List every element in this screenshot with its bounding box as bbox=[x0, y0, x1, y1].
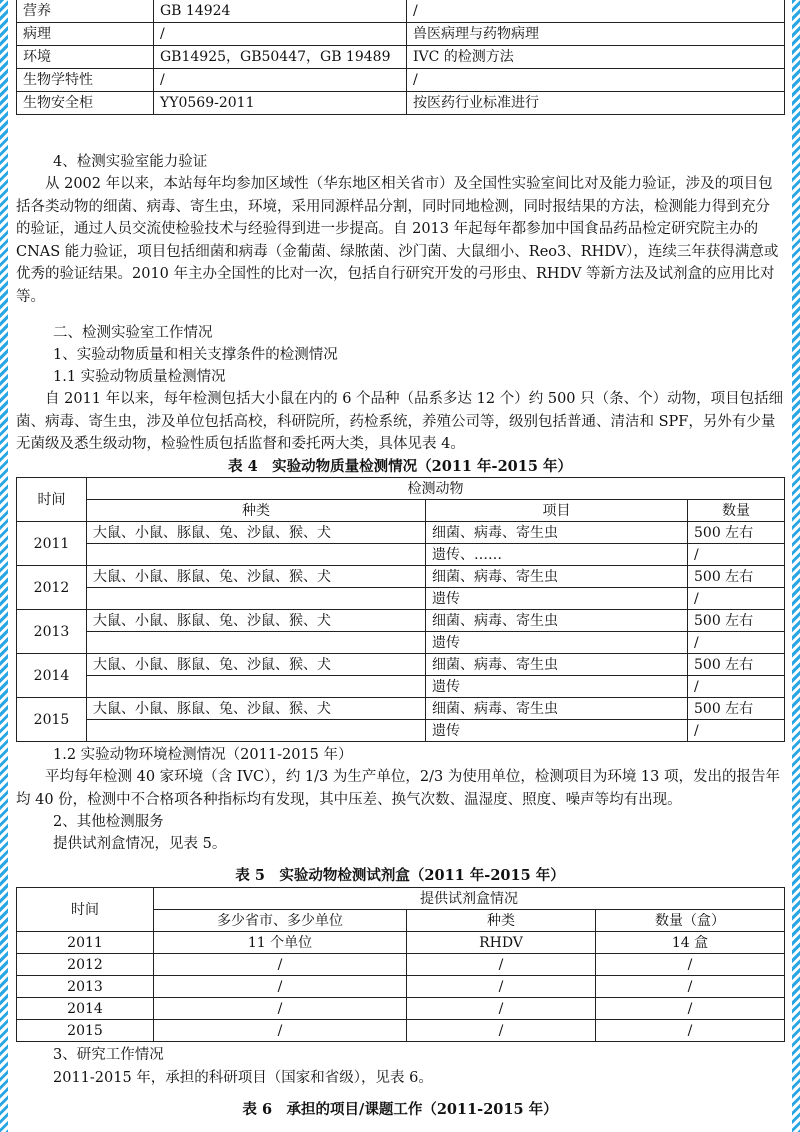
table-cell: YY0569-2011 bbox=[154, 92, 407, 115]
table-header-row bbox=[17, 500, 785, 522]
table-cell: 14 盒 bbox=[596, 932, 785, 954]
body-paragraph: 2011-2015 年，承担的科研项目（国家和省级），见表 6。 bbox=[53, 1070, 433, 1086]
table-cell: 遗传、…… bbox=[426, 544, 688, 566]
section-heading: 2、其他检测服务 bbox=[53, 814, 164, 830]
table-row bbox=[17, 954, 785, 976]
table-row bbox=[17, 932, 785, 954]
table-cell: / bbox=[154, 23, 407, 46]
header-cell: 项目 bbox=[426, 500, 688, 522]
table-row bbox=[17, 976, 785, 998]
table-cell: 2012 bbox=[17, 954, 154, 976]
table-row bbox=[17, 522, 785, 544]
table-row bbox=[17, 23, 785, 46]
header-cell: 数量（盒） bbox=[596, 910, 785, 932]
table-cell: RHDV bbox=[407, 932, 596, 954]
table-row bbox=[17, 720, 785, 742]
table-cell: 2015 bbox=[17, 1020, 154, 1042]
table-cell: / bbox=[407, 69, 785, 92]
decorative-border-left bbox=[0, 0, 8, 1132]
table-cell: 2011 bbox=[17, 932, 154, 954]
table-cell: 遗传 bbox=[426, 676, 688, 698]
year-cell: 2015 bbox=[17, 698, 87, 742]
table-row bbox=[17, 46, 785, 69]
table-row bbox=[17, 588, 785, 610]
year-cell: 2012 bbox=[17, 566, 87, 610]
table-row bbox=[17, 676, 785, 698]
table-caption: 表 6 承担的项目/课题工作（2011-2015 年） bbox=[242, 1101, 558, 1118]
table-cell: / bbox=[688, 588, 785, 610]
table-row bbox=[17, 0, 785, 23]
table-cell: 遗传 bbox=[426, 588, 688, 610]
year-cell: 2011 bbox=[17, 522, 87, 566]
table-cell: 环境 bbox=[17, 46, 154, 69]
table-cell: / bbox=[688, 720, 785, 742]
table-cell: / bbox=[407, 954, 596, 976]
table-cell: 2014 bbox=[17, 998, 154, 1020]
table-row bbox=[17, 69, 785, 92]
header-cell: 提供试剂盒情况 bbox=[154, 888, 785, 910]
table-cell: 按医药行业标准进行 bbox=[407, 92, 785, 115]
table-cell: 500 左右 bbox=[688, 654, 785, 676]
table-row bbox=[17, 566, 785, 588]
table-caption: 表 4 实验动物质量检测情况（2011 年-2015 年） bbox=[228, 458, 572, 475]
table-cell: / bbox=[154, 69, 407, 92]
table-cell: 细菌、病毒、寄生虫 bbox=[426, 654, 688, 676]
table-cell: 生物学特性 bbox=[17, 69, 154, 92]
table-row bbox=[17, 610, 785, 632]
table-cell: 遗传 bbox=[426, 720, 688, 742]
table-cell: 500 左右 bbox=[688, 610, 785, 632]
table-row bbox=[17, 632, 785, 654]
table-row bbox=[17, 654, 785, 676]
header-cell: 检测动物 bbox=[87, 478, 785, 500]
table-cell: 细菌、病毒、寄生虫 bbox=[426, 698, 688, 720]
table-cell: 大鼠、小鼠、豚鼠、兔、沙鼠、猴、犬 bbox=[87, 566, 426, 588]
table-cell: / bbox=[596, 976, 785, 998]
table-cell: / bbox=[688, 632, 785, 654]
table-cell: / bbox=[407, 1020, 596, 1042]
body-paragraph: 平均每年检测 40 家环境（含 IVC），约 1/3 为生产单位，2/3 为使用单位，检测项目为环境 13 项，发出的报告年均 40 份，检测中不合格项各种指标均有发现，其中压差、换气次数、温湿度、照度、噪声等均有出现。 bbox=[16, 769, 780, 808]
section-heading: 3、研究工作情况 bbox=[53, 1047, 164, 1063]
table-cell: 兽医病理与药物病理 bbox=[407, 23, 785, 46]
table-cell: 细菌、病毒、寄生虫 bbox=[426, 610, 688, 632]
table-cell: / bbox=[407, 998, 596, 1020]
decorative-border-right bbox=[792, 0, 800, 1132]
table-cell: 大鼠、小鼠、豚鼠、兔、沙鼠、猴、犬 bbox=[87, 610, 426, 632]
table-cell: 病理 bbox=[17, 23, 154, 46]
body-paragraph: 自 2011 年以来，每年检测包括大小鼠在内的 6 个品种（品系多达 12 个）约 500 只（条、个）动物，项目包括细菌、病毒、寄生虫，涉及单位包括高校，科研院所，药检系统，养殖公司等，级别包括普通、清洁和 SPF，另外有少量无菌级及悉生级动物，检验性质包括监督和委托两大类，具体见表 4。 bbox=[16, 391, 784, 452]
table-row bbox=[17, 544, 785, 566]
table-row bbox=[17, 998, 785, 1020]
table-cell bbox=[87, 632, 426, 654]
table-cell: 细菌、病毒、寄生虫 bbox=[426, 522, 688, 544]
header-cell: 多少省市、多少单位 bbox=[154, 910, 407, 932]
table-cell: / bbox=[596, 1020, 785, 1042]
table-cell bbox=[87, 588, 426, 610]
table-row bbox=[17, 698, 785, 720]
section-heading: 二、检测实验室工作情况 bbox=[53, 325, 213, 341]
header-cell: 数量 bbox=[688, 500, 785, 522]
table-cell bbox=[87, 676, 426, 698]
section-heading: 1.2 实验动物环境检测情况（2011-2015 年） bbox=[53, 747, 353, 763]
table-cell: 大鼠、小鼠、豚鼠、兔、沙鼠、猴、犬 bbox=[87, 654, 426, 676]
table-cell: / bbox=[596, 954, 785, 976]
table-cell: / bbox=[154, 1020, 407, 1042]
table-cell: / bbox=[154, 976, 407, 998]
table-cell: 细菌、病毒、寄生虫 bbox=[426, 566, 688, 588]
header-cell: 种类 bbox=[87, 500, 426, 522]
table-cell: GB 14924 bbox=[154, 0, 407, 23]
section-heading: 1.1 实验动物质量检测情况 bbox=[53, 369, 226, 385]
table-cell: 500 左右 bbox=[688, 522, 785, 544]
table-cell: 2013 bbox=[17, 976, 154, 998]
table-cell: 11 个单位 bbox=[154, 932, 407, 954]
table-cell: 500 左右 bbox=[688, 698, 785, 720]
table-cell: / bbox=[154, 954, 407, 976]
section-heading: 1、实验动物质量和相关支撑条件的检测情况 bbox=[53, 347, 338, 363]
test-kit-table bbox=[16, 887, 785, 1042]
standards-table bbox=[16, 0, 785, 115]
table-cell: 遗传 bbox=[426, 632, 688, 654]
table-cell: 营养 bbox=[17, 0, 154, 23]
table-row bbox=[17, 92, 785, 115]
table-cell: / bbox=[407, 976, 596, 998]
table-cell: 500 左右 bbox=[688, 566, 785, 588]
animal-quality-table bbox=[16, 477, 785, 742]
table-cell: 生物安全柜 bbox=[17, 92, 154, 115]
table-cell: / bbox=[688, 544, 785, 566]
body-paragraph: 从 2002 年以来，本站每年均参加区域性（华东地区相关省市）及全国性实验室间比对及能力验证，涉及的项目包括各类动物的细菌、病毒、寄生虫，环境，采用同源样品分割，同时同地检测，同时报结果的方法，检测能力得到充分的验证，通过人员交流使检验技术与经验得到进一步提高。自 2013 年起每年都参加中国食品药品检定研究院主办的 CNAS 能力验证，项目包括细菌和病毒（金葡菌、绿脓菌、沙门菌、大鼠细小、Reo3、RHDV），连续三年获得满意或优秀的验证结果。2010 年主办全国性的比对一次，包括自行研究开发的弓形虫、RHDV 等新方法及试剂盒的应用比对等。 bbox=[16, 176, 779, 305]
table-cell: 大鼠、小鼠、豚鼠、兔、沙鼠、猴、犬 bbox=[87, 698, 426, 720]
year-cell: 2013 bbox=[17, 610, 87, 654]
table-cell: / bbox=[154, 998, 407, 1020]
table-cell: / bbox=[407, 0, 785, 23]
table-row bbox=[17, 1020, 785, 1042]
header-cell: 种类 bbox=[407, 910, 596, 932]
table-cell: GB14925，GB50447，GB 19489 bbox=[154, 46, 407, 69]
table-header-row bbox=[17, 478, 785, 500]
header-cell: 时间 bbox=[17, 478, 87, 522]
body-paragraph: 提供试剂盒情况，见表 5。 bbox=[53, 836, 227, 852]
section-heading: 4、检测实验室能力验证 bbox=[53, 154, 208, 170]
table-cell: 大鼠、小鼠、豚鼠、兔、沙鼠、猴、犬 bbox=[87, 522, 426, 544]
table-cell: IVC 的检测方法 bbox=[407, 46, 785, 69]
table-cell: / bbox=[688, 676, 785, 698]
header-cell: 时间 bbox=[17, 888, 154, 932]
table-header-row bbox=[17, 888, 785, 910]
table-cell: / bbox=[596, 998, 785, 1020]
table-caption: 表 5 实验动物检测试剂盒（2011 年-2015 年） bbox=[235, 867, 565, 884]
year-cell: 2014 bbox=[17, 654, 87, 698]
table-cell bbox=[87, 544, 426, 566]
table-cell bbox=[87, 720, 426, 742]
